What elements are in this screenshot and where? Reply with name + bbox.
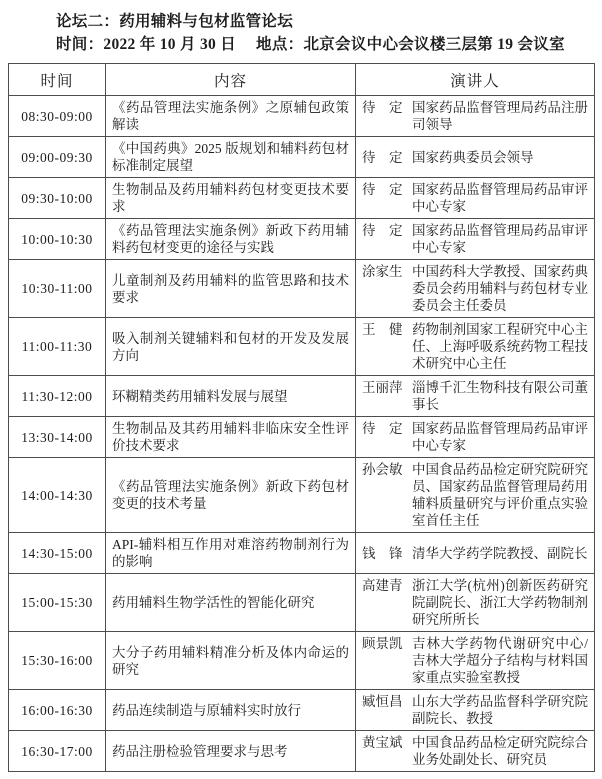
session-speaker — [356, 417, 595, 458]
agenda-row — [9, 458, 595, 533]
speaker-affiliation: 山东大学药品监督科学研究院副院长、教授 — [412, 694, 588, 726]
session-speaker — [356, 96, 595, 137]
session-speaker — [356, 533, 595, 574]
speaker-name: 王丽萍 — [362, 380, 403, 395]
agenda-row — [9, 731, 595, 772]
agenda-row — [9, 690, 595, 731]
session-time: 14:00-14:30 — [9, 458, 106, 533]
session-speaker — [356, 731, 595, 772]
agenda-row — [9, 318, 595, 376]
speaker-cell-layout — [362, 420, 588, 454]
speaker-name: 涂家生 — [362, 264, 403, 279]
session-topic: 大分子药用辅料精准分析及体内命运的研究 — [106, 632, 356, 690]
session-speaker — [356, 376, 595, 417]
speaker-affiliation: 国家药品监督管理局药品注册司领导 — [412, 100, 588, 132]
speaker-affiliation: 清华大学药学院教授、副院长 — [412, 545, 588, 561]
session-time: 13:30-14:00 — [9, 417, 106, 458]
session-time: 16:30-17:00 — [9, 731, 106, 772]
speaker-affiliation: 中国食品药品检定研究院综合业务处副处长、研究员 — [412, 735, 588, 767]
speaker-affiliation: 浙江大学(杭州)创新医药研究院副院长、浙江大学药物制剂研究所所长 — [412, 578, 588, 627]
speaker-affiliation: 国家药品监督管理局药品审评中心专家 — [412, 223, 588, 255]
session-time: 10:30-11:00 — [9, 260, 106, 318]
speaker-cell-layout — [362, 379, 588, 413]
speaker-affiliation: 国家药品监督管理局药品审评中心专家 — [412, 182, 588, 214]
session-speaker — [356, 458, 595, 533]
session-topic: 儿童制剂及药用辅料的监管思路和技术要求 — [106, 260, 356, 318]
agenda-row — [9, 417, 595, 458]
session-speaker — [356, 318, 595, 376]
column-header-speaker: 演讲人 — [356, 64, 595, 96]
session-topic: 药品注册检验管理要求与思考 — [106, 731, 356, 772]
speaker-name: 待 定 — [362, 182, 403, 197]
speaker-cell-layout — [362, 577, 588, 628]
speaker-affiliation: 药物制剂国家工程研究中心主任、上海呼吸系统药物工程技术研究中心主任 — [412, 322, 588, 371]
session-topic: 环糊精类药用辅料发展与展望 — [106, 376, 356, 417]
session-time: 11:00-11:30 — [9, 318, 106, 376]
session-time: 16:00-16:30 — [9, 690, 106, 731]
forum-title: 论坛二：药用辅料与包材监管论坛 — [56, 13, 294, 30]
speaker-cell-layout — [362, 149, 588, 166]
speaker-cell-layout — [362, 263, 588, 314]
agenda-table — [8, 63, 595, 772]
session-topic: 《药品管理法实施条例》新政下药用辅料药包材变更的途径与实践 — [106, 219, 356, 260]
session-topic: 《药品管理法实施条例》新政下药包材变更的技术考量 — [106, 458, 356, 533]
speaker-name: 待 定 — [362, 223, 403, 238]
session-topic: 吸入制剂关键辅料和包材的开发及发展方向 — [106, 318, 356, 376]
speaker-name: 待 定 — [362, 149, 403, 165]
session-time: 14:30-15:00 — [9, 533, 106, 574]
agenda-row — [9, 178, 595, 219]
speaker-cell-layout — [362, 99, 588, 133]
speaker-affiliation: 中国食品药品检定研究院研究员、国家药品监督管理局药用辅料质量研究与评价重点实验室首任主任 — [412, 462, 588, 528]
session-speaker — [356, 574, 595, 632]
session-time: 10:00-10:30 — [9, 219, 106, 260]
speaker-affiliation: 国家药典委员会领导 — [412, 149, 534, 165]
session-time: 09:30-10:00 — [9, 178, 106, 219]
speaker-cell-layout — [362, 734, 588, 768]
session-time: 15:00-15:30 — [9, 574, 106, 632]
session-topic: 《药品管理法实施条例》之原辅包政策解读 — [106, 96, 356, 137]
speaker-cell-layout — [362, 222, 588, 256]
speaker-cell-layout — [362, 321, 588, 372]
session-speaker — [356, 632, 595, 690]
session-topic: 药用辅料生物学活性的智能化研究 — [106, 574, 356, 632]
speaker-name: 高建青 — [362, 578, 403, 593]
speaker-affiliation: 淄博千汇生物科技有限公司董事长 — [412, 380, 588, 412]
speaker-name: 臧恒昌 — [362, 694, 403, 709]
session-topic: 《中国药典》2025 版规划和辅料药包材标准制定展望 — [106, 137, 356, 178]
session-speaker — [356, 690, 595, 731]
session-topic: 生物制品及药用辅料药包材变更技术要求 — [106, 178, 356, 219]
agenda-row — [9, 260, 595, 318]
agenda-row — [9, 376, 595, 417]
agenda-row — [9, 533, 595, 574]
session-topic: 药品连续制造与原辅料实时放行 — [106, 690, 356, 731]
session-time: 08:30-09:00 — [9, 96, 106, 137]
session-time: 11:30-12:00 — [9, 376, 106, 417]
agenda-row — [9, 137, 595, 178]
speaker-name: 黄宝斌 — [362, 735, 403, 750]
speaker-cell-layout — [362, 545, 588, 562]
agenda-row — [9, 632, 595, 690]
session-topic: 生物制品及其药用辅料非临床安全性评价技术要求 — [106, 417, 356, 458]
forum-datetime-location: 时间：2022 年 10 月 30 日 地点：北京会议中心会议楼三层第 19 会议室 — [56, 36, 565, 53]
speaker-name: 顾景凯 — [362, 636, 403, 651]
speaker-affiliation: 吉林大学药物代谢研究中心/吉林大学超分子结构与材料国家重点实验室教授 — [412, 636, 588, 685]
speaker-affiliation: 中国药科大学教授、国家药典委员会药用辅料与药包材专业委员会主任委员 — [412, 264, 588, 313]
agenda-row — [9, 574, 595, 632]
speaker-cell-layout — [362, 693, 588, 727]
session-speaker — [356, 137, 595, 178]
speaker-name: 钱 锋 — [362, 545, 403, 561]
speaker-name: 待 定 — [362, 421, 403, 436]
speaker-cell-layout — [362, 181, 588, 215]
agenda-header-row — [9, 64, 595, 96]
speaker-name: 孙会敏 — [362, 462, 403, 477]
speaker-affiliation: 国家药品监督管理局药品审评中心专家 — [412, 421, 588, 453]
session-speaker — [356, 260, 595, 318]
speaker-name: 王 健 — [362, 322, 403, 337]
speaker-cell-layout — [362, 461, 588, 529]
agenda-row — [9, 219, 595, 260]
session-time: 09:00-09:30 — [9, 137, 106, 178]
session-speaker — [356, 219, 595, 260]
document-header — [56, 10, 594, 56]
speaker-cell-layout — [362, 635, 588, 686]
session-speaker — [356, 178, 595, 219]
agenda-row — [9, 96, 595, 137]
column-header-content: 内容 — [106, 64, 356, 96]
session-topic: API-辅料相互作用对难溶药物制剂行为的影响 — [106, 533, 356, 574]
column-header-time: 时间 — [9, 64, 106, 96]
speaker-name: 待 定 — [362, 100, 403, 115]
session-time: 15:30-16:00 — [9, 632, 106, 690]
